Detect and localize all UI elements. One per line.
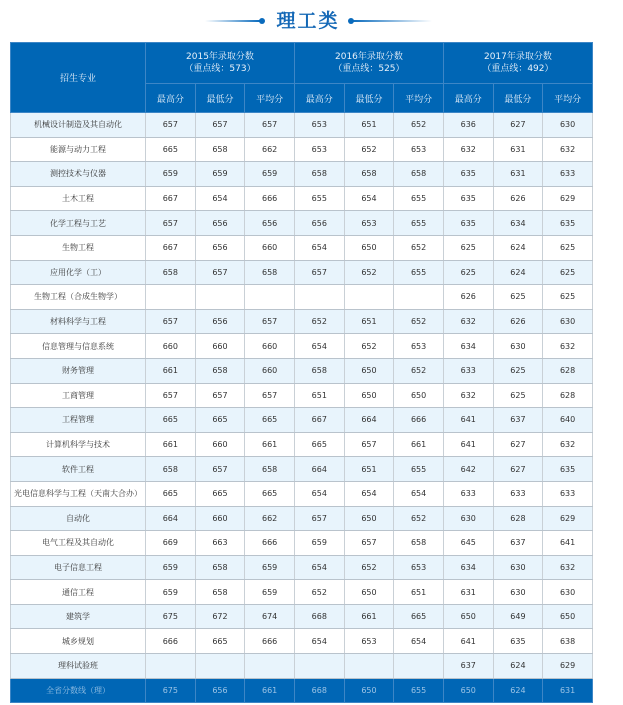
score-2017-min: 633 — [493, 481, 543, 506]
score-2016-avg: 654 — [394, 481, 444, 506]
score-2015-min — [195, 285, 245, 310]
score-2017-max: 625 — [443, 260, 493, 285]
major-name: 理科试验班 — [11, 654, 146, 679]
score-2016-min: 650 — [344, 358, 394, 383]
score-2016-max: 653 — [294, 137, 344, 162]
score-2016-avg — [394, 285, 444, 310]
score-2015-min: 660 — [195, 432, 245, 457]
score-2017-avg: 640 — [543, 408, 593, 433]
score-2015-max: 657 — [146, 309, 196, 334]
score-2015-avg: 657 — [245, 309, 295, 334]
score-2015-min: 659 — [195, 162, 245, 187]
score-2015-max: 659 — [146, 580, 196, 605]
score-2016-min: 652 — [344, 260, 394, 285]
score-2017-max: 634 — [443, 334, 493, 359]
score-2015-max — [146, 654, 196, 679]
score-2015-avg: 658 — [245, 457, 295, 482]
score-2017-avg: 632 — [543, 555, 593, 580]
header-max: 最高分 — [146, 84, 196, 113]
score-2016-avg: 661 — [394, 432, 444, 457]
score-2017-max: 635 — [443, 162, 493, 187]
score-2017-max: 625 — [443, 235, 493, 260]
score-2015-min: 656 — [195, 309, 245, 334]
score-2015-min: 658 — [195, 358, 245, 383]
table-row — [11, 260, 593, 285]
score-2016-min: 651 — [344, 309, 394, 334]
score-2016-max: 654 — [294, 629, 344, 654]
score-2017-min: 627 — [493, 432, 543, 457]
score-2015-avg: 659 — [245, 580, 295, 605]
admission-scores-table — [10, 42, 593, 703]
score-2015-avg: 662 — [245, 137, 295, 162]
year-header-2015 — [146, 43, 295, 84]
score-2016-max: 654 — [294, 235, 344, 260]
score-2017-max: 645 — [443, 531, 493, 556]
score-2017-avg: 632 — [543, 334, 593, 359]
major-name: 测控技术与仪器 — [11, 162, 146, 187]
score-2015-min: 672 — [195, 604, 245, 629]
year-header-2017 — [443, 43, 592, 84]
score-2015-min: 658 — [195, 555, 245, 580]
score-2017-max: 642 — [443, 457, 493, 482]
section-title-banner — [0, 0, 623, 42]
score-2016-min: 650 — [344, 383, 394, 408]
table-row — [11, 604, 593, 629]
table-row — [11, 654, 593, 679]
score-2016-avg: 655 — [394, 678, 444, 703]
score-2016-min — [344, 285, 394, 310]
major-name: 机械设计制造及其自动化 — [11, 113, 146, 138]
score-2016-avg: 650 — [394, 383, 444, 408]
score-2016-max: 658 — [294, 162, 344, 187]
score-2016-avg: 666 — [394, 408, 444, 433]
score-2017-avg: 638 — [543, 629, 593, 654]
score-2017-avg: 650 — [543, 604, 593, 629]
major-name: 城乡规划 — [11, 629, 146, 654]
score-2017-min: 624 — [493, 678, 543, 703]
score-2017-max: 632 — [443, 309, 493, 334]
score-2016-min: 650 — [344, 678, 394, 703]
score-2015-max: 675 — [146, 604, 196, 629]
score-2017-avg: 632 — [543, 137, 593, 162]
score-2015-min: 665 — [195, 481, 245, 506]
score-2015-avg — [245, 654, 295, 679]
score-2016-min: 652 — [344, 555, 394, 580]
score-2015-avg: 658 — [245, 260, 295, 285]
score-2017-avg: 629 — [543, 506, 593, 531]
score-2016-max: 655 — [294, 186, 344, 211]
score-2016-avg: 658 — [394, 531, 444, 556]
table-row — [11, 285, 593, 310]
year-key-line: （重点线：492） — [482, 64, 554, 74]
score-2016-avg: 654 — [394, 629, 444, 654]
major-name: 生物工程 — [11, 235, 146, 260]
year-label: 2017年录取分数 — [483, 52, 552, 62]
score-2017-max: 633 — [443, 358, 493, 383]
score-2015-max: 669 — [146, 531, 196, 556]
title-decor-line-left — [205, 20, 260, 22]
score-2015-min: 658 — [195, 580, 245, 605]
score-2017-min: 625 — [493, 285, 543, 310]
score-2016-min: 654 — [344, 186, 394, 211]
score-2017-min: 624 — [493, 235, 543, 260]
score-2015-max: 657 — [146, 113, 196, 138]
title-decor-dot-left — [259, 18, 265, 24]
header-max: 最高分 — [294, 84, 344, 113]
score-2017-max: 626 — [443, 285, 493, 310]
year-label: 2016年录取分数 — [335, 52, 403, 62]
score-2016-max: 654 — [294, 334, 344, 359]
score-2015-min: 656 — [195, 678, 245, 703]
score-2015-min: 660 — [195, 506, 245, 531]
score-2015-avg: 666 — [245, 531, 295, 556]
header-avg: 平均分 — [245, 84, 295, 113]
score-2016-max: 652 — [294, 309, 344, 334]
score-2015-max: 664 — [146, 506, 196, 531]
table-row — [11, 113, 593, 138]
score-2015-min: 654 — [195, 186, 245, 211]
title-decor-line-right — [352, 20, 432, 22]
score-2016-max — [294, 285, 344, 310]
score-2015-min: 665 — [195, 408, 245, 433]
score-2016-max: 668 — [294, 604, 344, 629]
score-2015-max: 667 — [146, 235, 196, 260]
score-2017-avg: 633 — [543, 162, 593, 187]
score-2015-max: 675 — [146, 678, 196, 703]
major-name: 信息管理与信息系统 — [11, 334, 146, 359]
table-row — [11, 137, 593, 162]
score-2017-max: 641 — [443, 432, 493, 457]
score-2016-avg: 652 — [394, 506, 444, 531]
score-2017-max: 641 — [443, 408, 493, 433]
score-2016-min: 653 — [344, 629, 394, 654]
score-2015-max: 659 — [146, 162, 196, 187]
score-2015-avg: 659 — [245, 555, 295, 580]
score-2017-max: 650 — [443, 604, 493, 629]
score-2016-avg: 655 — [394, 260, 444, 285]
score-2016-min: 651 — [344, 113, 394, 138]
table-row — [11, 580, 593, 605]
table-row — [11, 358, 593, 383]
table-row — [11, 162, 593, 187]
score-2016-max: 658 — [294, 358, 344, 383]
score-2016-avg: 655 — [394, 457, 444, 482]
score-2017-min: 631 — [493, 162, 543, 187]
header-avg: 平均分 — [543, 84, 593, 113]
score-2016-max: 651 — [294, 383, 344, 408]
score-2017-min: 634 — [493, 211, 543, 236]
score-2016-min: 650 — [344, 580, 394, 605]
score-2017-avg: 630 — [543, 580, 593, 605]
table-row — [11, 211, 593, 236]
score-2015-max: 657 — [146, 383, 196, 408]
province-cutoff-label: 全省分数线（理） — [11, 678, 146, 703]
score-2017-min: 637 — [493, 408, 543, 433]
score-2015-avg: 666 — [245, 186, 295, 211]
score-2015-max: 660 — [146, 334, 196, 359]
score-2017-avg: 635 — [543, 211, 593, 236]
score-2017-max: 637 — [443, 654, 493, 679]
major-name: 电子信息工程 — [11, 555, 146, 580]
score-2016-min: 652 — [344, 334, 394, 359]
score-2017-min: 627 — [493, 113, 543, 138]
table-row — [11, 186, 593, 211]
score-2017-avg: 633 — [543, 481, 593, 506]
score-2017-avg: 631 — [543, 678, 593, 703]
score-2015-max: 665 — [146, 137, 196, 162]
score-2015-max: 658 — [146, 457, 196, 482]
score-2017-max: 632 — [443, 383, 493, 408]
table-row — [11, 334, 593, 359]
major-name: 建筑学 — [11, 604, 146, 629]
score-2016-min: 651 — [344, 457, 394, 482]
score-2016-avg: 655 — [394, 186, 444, 211]
score-2017-min: 631 — [493, 137, 543, 162]
score-2016-avg: 653 — [394, 555, 444, 580]
header-row-years — [11, 43, 593, 84]
major-name: 土木工程 — [11, 186, 146, 211]
header-min: 最低分 — [493, 84, 543, 113]
score-2017-max: 650 — [443, 678, 493, 703]
score-2017-min: 649 — [493, 604, 543, 629]
score-2017-avg: 630 — [543, 309, 593, 334]
table-row — [11, 408, 593, 433]
score-2017-min: 625 — [493, 383, 543, 408]
score-2015-min: 663 — [195, 531, 245, 556]
table-row — [11, 457, 593, 482]
score-2016-min: 653 — [344, 211, 394, 236]
score-2016-max: 659 — [294, 531, 344, 556]
score-2015-min: 660 — [195, 334, 245, 359]
table-row — [11, 383, 593, 408]
score-2017-avg: 625 — [543, 235, 593, 260]
score-2015-min: 656 — [195, 211, 245, 236]
score-2016-min: 652 — [344, 137, 394, 162]
score-2015-max: 666 — [146, 629, 196, 654]
score-2015-min: 657 — [195, 457, 245, 482]
score-2016-max: 665 — [294, 432, 344, 457]
major-name: 电气工程及其自动化 — [11, 531, 146, 556]
score-2017-max: 641 — [443, 629, 493, 654]
score-2015-max — [146, 285, 196, 310]
score-2015-min — [195, 654, 245, 679]
score-2017-avg: 630 — [543, 113, 593, 138]
score-2015-avg: 660 — [245, 235, 295, 260]
header-avg: 平均分 — [394, 84, 444, 113]
score-2015-avg: 665 — [245, 408, 295, 433]
score-2017-avg: 625 — [543, 285, 593, 310]
major-name: 自动化 — [11, 506, 146, 531]
score-2017-max: 634 — [443, 555, 493, 580]
score-2016-max: 657 — [294, 260, 344, 285]
score-2017-min: 626 — [493, 309, 543, 334]
table-row — [11, 629, 593, 654]
score-2016-min — [344, 654, 394, 679]
score-2017-min: 630 — [493, 555, 543, 580]
score-2015-max: 665 — [146, 481, 196, 506]
score-2015-avg: 665 — [245, 481, 295, 506]
major-name: 生物工程（合成生物学） — [11, 285, 146, 310]
major-name: 计算机科学与技术 — [11, 432, 146, 457]
score-2016-max: 656 — [294, 211, 344, 236]
score-2016-avg: 652 — [394, 309, 444, 334]
score-2017-avg: 641 — [543, 531, 593, 556]
score-2016-max: 654 — [294, 555, 344, 580]
header-min: 最低分 — [195, 84, 245, 113]
score-2017-min: 628 — [493, 506, 543, 531]
header-min: 最低分 — [344, 84, 394, 113]
major-name: 工商管理 — [11, 383, 146, 408]
score-2015-max: 665 — [146, 408, 196, 433]
score-2017-min: 635 — [493, 629, 543, 654]
score-2016-min: 657 — [344, 432, 394, 457]
score-2016-min: 657 — [344, 531, 394, 556]
score-2016-min: 658 — [344, 162, 394, 187]
major-column-header: 招生专业 — [11, 43, 146, 113]
major-name: 软件工程 — [11, 457, 146, 482]
score-2015-avg: 661 — [245, 678, 295, 703]
section-title: 理工类 — [276, 10, 340, 32]
score-2017-avg: 629 — [543, 186, 593, 211]
year-header-2016 — [294, 43, 443, 84]
year-label: 2015年录取分数 — [186, 52, 254, 62]
major-name: 通信工程 — [11, 580, 146, 605]
score-2016-avg: 665 — [394, 604, 444, 629]
score-2016-avg: 655 — [394, 211, 444, 236]
score-2017-max: 633 — [443, 481, 493, 506]
year-key-line: （重点线：573） — [184, 64, 256, 74]
score-2017-min: 624 — [493, 654, 543, 679]
score-2016-avg: 651 — [394, 580, 444, 605]
score-2017-avg: 628 — [543, 358, 593, 383]
score-2016-avg: 653 — [394, 137, 444, 162]
table-row — [11, 555, 593, 580]
score-2016-avg: 652 — [394, 358, 444, 383]
score-2015-avg: 660 — [245, 358, 295, 383]
score-2017-avg: 629 — [543, 654, 593, 679]
header-max: 最高分 — [443, 84, 493, 113]
score-2016-avg — [394, 654, 444, 679]
score-2016-max: 653 — [294, 113, 344, 138]
score-2015-avg: 659 — [245, 162, 295, 187]
score-2016-max: 664 — [294, 457, 344, 482]
score-2015-max: 657 — [146, 211, 196, 236]
score-2016-max: 654 — [294, 481, 344, 506]
score-2016-max — [294, 654, 344, 679]
score-2015-min: 657 — [195, 383, 245, 408]
major-name: 化学工程与工艺 — [11, 211, 146, 236]
major-name: 应用化学（工） — [11, 260, 146, 285]
score-2016-min: 664 — [344, 408, 394, 433]
score-2016-avg: 653 — [394, 334, 444, 359]
score-2015-avg — [245, 285, 295, 310]
score-2016-avg: 658 — [394, 162, 444, 187]
score-2017-min: 626 — [493, 186, 543, 211]
score-2017-max: 635 — [443, 211, 493, 236]
major-name: 工程管理 — [11, 408, 146, 433]
score-2016-min: 650 — [344, 235, 394, 260]
score-2017-max: 635 — [443, 186, 493, 211]
score-2016-avg: 652 — [394, 235, 444, 260]
score-2017-min: 630 — [493, 334, 543, 359]
major-name: 能源与动力工程 — [11, 137, 146, 162]
score-2016-max: 667 — [294, 408, 344, 433]
score-2015-avg: 657 — [245, 383, 295, 408]
province-cutoff-row — [11, 678, 593, 703]
score-2015-min: 658 — [195, 137, 245, 162]
score-2016-min: 650 — [344, 506, 394, 531]
table-body — [11, 113, 593, 703]
table-row — [11, 432, 593, 457]
score-2015-avg: 662 — [245, 506, 295, 531]
score-2015-max: 658 — [146, 260, 196, 285]
score-2015-min: 657 — [195, 113, 245, 138]
score-2016-max: 657 — [294, 506, 344, 531]
score-2017-min: 625 — [493, 358, 543, 383]
table-row — [11, 309, 593, 334]
score-2017-max: 636 — [443, 113, 493, 138]
score-2015-max: 661 — [146, 432, 196, 457]
major-name: 财务管理 — [11, 358, 146, 383]
score-2017-avg: 635 — [543, 457, 593, 482]
score-2017-min: 624 — [493, 260, 543, 285]
table-row — [11, 531, 593, 556]
year-key-line: （重点线：525） — [333, 64, 405, 74]
score-2015-max: 667 — [146, 186, 196, 211]
score-2015-max: 661 — [146, 358, 196, 383]
score-2015-min: 665 — [195, 629, 245, 654]
score-2017-avg: 625 — [543, 260, 593, 285]
score-2016-min: 661 — [344, 604, 394, 629]
score-2015-avg: 657 — [245, 113, 295, 138]
score-2017-min: 627 — [493, 457, 543, 482]
table-row — [11, 506, 593, 531]
score-2016-max: 668 — [294, 678, 344, 703]
score-2017-max: 631 — [443, 580, 493, 605]
score-2017-max: 630 — [443, 506, 493, 531]
score-2016-avg: 652 — [394, 113, 444, 138]
score-2015-avg: 666 — [245, 629, 295, 654]
major-name: 材料科学与工程 — [11, 309, 146, 334]
score-2017-avg: 632 — [543, 432, 593, 457]
score-2015-min: 656 — [195, 235, 245, 260]
score-2015-avg: 661 — [245, 432, 295, 457]
score-2017-min: 630 — [493, 580, 543, 605]
score-2016-max: 652 — [294, 580, 344, 605]
score-2016-min: 654 — [344, 481, 394, 506]
score-2015-avg: 674 — [245, 604, 295, 629]
score-2015-avg: 656 — [245, 211, 295, 236]
table-row — [11, 235, 593, 260]
score-2017-avg: 628 — [543, 383, 593, 408]
score-2017-max: 632 — [443, 137, 493, 162]
score-2017-min: 637 — [493, 531, 543, 556]
score-2015-avg: 660 — [245, 334, 295, 359]
table-row — [11, 481, 593, 506]
score-2015-max: 659 — [146, 555, 196, 580]
score-2015-min: 657 — [195, 260, 245, 285]
major-name: 光电信息科学与工程（天南大合办） — [11, 481, 146, 506]
